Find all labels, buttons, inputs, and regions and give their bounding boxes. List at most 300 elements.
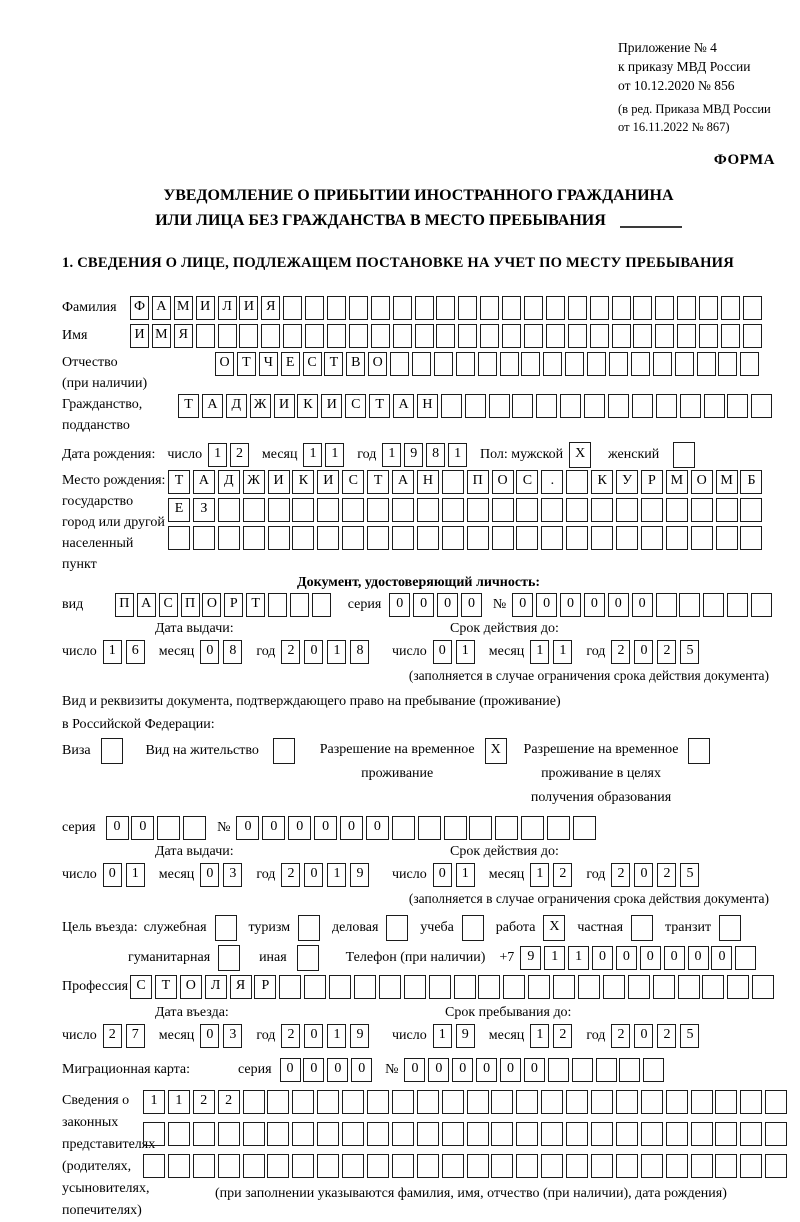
- form-cell: [349, 324, 368, 348]
- form-cell: [740, 526, 762, 550]
- form-cell: 1: [325, 443, 344, 467]
- form-cell: [392, 1154, 414, 1178]
- form-cell: О: [180, 975, 202, 999]
- purpose-option: частная: [577, 915, 656, 941]
- form-cell: [718, 352, 737, 376]
- form-cell: [721, 296, 740, 320]
- purpose-other-label: иная: [259, 950, 287, 965]
- form-cell: А: [152, 296, 171, 320]
- form-cell: [616, 1154, 638, 1178]
- form-cell: 0: [536, 593, 557, 617]
- form-cell: Т: [367, 470, 389, 494]
- form-cell: 2: [611, 863, 630, 887]
- form-cell: 1: [544, 946, 565, 970]
- form-cell: [371, 296, 390, 320]
- form-cell: [292, 1122, 314, 1146]
- form-cell: [500, 352, 519, 376]
- form-cell: X: [569, 442, 591, 468]
- citizenship-label: Гражданство, подданство: [62, 397, 143, 433]
- form-cell: [641, 1090, 663, 1114]
- form-cell: [666, 1090, 688, 1114]
- phone-label: Телефон (при наличии): [345, 950, 486, 965]
- form-cell: 2: [657, 863, 676, 887]
- form-cell: [688, 738, 710, 764]
- form-cell: 1: [568, 946, 589, 970]
- resdoc-options: [62, 738, 775, 810]
- resdoc-dates-row: [62, 863, 775, 889]
- iddoc-row: [62, 593, 775, 617]
- form-cell: С: [516, 470, 538, 494]
- form-cell: [541, 526, 563, 550]
- form-cell: О: [368, 352, 387, 376]
- form-cell: И: [130, 324, 149, 348]
- form-cell: [680, 394, 701, 418]
- form-cell: [512, 394, 533, 418]
- form-cell: 7: [126, 1024, 145, 1048]
- form-cell: [491, 1154, 513, 1178]
- form-cell: А: [393, 394, 414, 418]
- form-title: [62, 183, 775, 233]
- form-cell: [608, 394, 629, 418]
- iddoc-issue-year-cells: [281, 640, 373, 664]
- form-cell: 0: [131, 816, 154, 840]
- resdoc-expiry-year-cells: [611, 863, 703, 887]
- form-cell: [596, 1058, 617, 1082]
- birthplace-cells-row1: [168, 470, 765, 494]
- form-cell: [267, 1154, 289, 1178]
- form-cell: 1: [530, 863, 549, 887]
- representatives-cells-row1: [143, 1090, 790, 1114]
- day-label: число: [392, 644, 427, 659]
- form-cell: [633, 296, 652, 320]
- form-cell: [417, 1090, 439, 1114]
- form-cell: 2: [657, 1024, 676, 1048]
- migration-card-label: Миграционная карта:: [62, 1062, 191, 1077]
- form-cell: [547, 816, 570, 840]
- form-cell: [536, 394, 557, 418]
- form-cell: 1: [168, 1090, 190, 1114]
- birth-year-cells: [382, 443, 470, 467]
- form-cell: 0: [452, 1058, 473, 1082]
- form-cell: [168, 1122, 190, 1146]
- form-cell: [655, 324, 674, 348]
- form-cell: 0: [476, 1058, 497, 1082]
- year-label: год: [586, 867, 606, 882]
- form-cell: [616, 1122, 638, 1146]
- form-cell: 2: [553, 1024, 572, 1048]
- stay-month-cells: [530, 1024, 576, 1048]
- form-cell: Д: [218, 470, 240, 494]
- form-cell: М: [666, 470, 688, 494]
- form-cell: У: [616, 470, 638, 494]
- form-cell: 5: [680, 863, 699, 887]
- form-cell: [572, 1058, 593, 1082]
- purpose-humanitarian-label: гуманитарная: [128, 950, 211, 965]
- form-title-line1: УВЕДОМЛЕНИЕ О ПРИБЫТИИ ИНОСТРАННОГО ГРАЖДАНИНА: [163, 187, 674, 204]
- form-cell: 2: [553, 863, 572, 887]
- year-label: год: [256, 1028, 276, 1043]
- form-cell: [458, 324, 477, 348]
- form-cell: [516, 1122, 538, 1146]
- purpose-humanitarian-checkbox: [218, 945, 243, 971]
- stay-year-cells: [611, 1024, 703, 1048]
- form-cell: [444, 816, 467, 840]
- form-cell: 0: [437, 593, 458, 617]
- form-cell: [632, 394, 653, 418]
- form-cell: И: [321, 394, 342, 418]
- form-cell: С: [159, 593, 178, 617]
- form-cell: 0: [461, 593, 482, 617]
- purpose-option: транзит: [665, 915, 744, 941]
- form-cell: [546, 324, 565, 348]
- form-cell: Е: [281, 352, 300, 376]
- form-cell: А: [137, 593, 156, 617]
- form-cell: [436, 296, 455, 320]
- form-cell: [740, 1090, 762, 1114]
- form-cell: [740, 1154, 762, 1178]
- form-cell: [417, 526, 439, 550]
- form-cell: [740, 1122, 762, 1146]
- appendix-revision-line: (в ред. Приказа МВД России: [618, 102, 771, 116]
- form-cell: [765, 1154, 787, 1178]
- resdoc-expiry-day-cells: [433, 863, 479, 887]
- form-cell: 0: [428, 1058, 449, 1082]
- entry-day-cells: [103, 1024, 149, 1048]
- phone-prefix: +7: [499, 950, 515, 965]
- form-cell: 0: [280, 1058, 301, 1082]
- entry-dates-row: [62, 1024, 775, 1050]
- patronymic-cells: [215, 352, 762, 376]
- purpose-row: [62, 915, 775, 941]
- surname-label: Фамилия: [62, 300, 117, 315]
- form-cell: Л: [205, 975, 227, 999]
- purpose-study-checkbox: [462, 915, 487, 941]
- form-cell: [317, 1090, 339, 1114]
- form-cell: Р: [254, 975, 276, 999]
- form-cell: [239, 324, 258, 348]
- purpose-option: туризм: [248, 915, 323, 941]
- form-cell: В: [346, 352, 365, 376]
- form-cell: [616, 526, 638, 550]
- form-cell: К: [297, 394, 318, 418]
- form-cell: [548, 1058, 569, 1082]
- purpose-official-checkbox: [215, 915, 240, 941]
- form-cell: [765, 1122, 787, 1146]
- form-cell: [418, 816, 441, 840]
- form-cell: [367, 1122, 389, 1146]
- form-cell: [327, 324, 346, 348]
- resdoc-series-row: [62, 816, 775, 840]
- form-cell: [367, 1154, 389, 1178]
- appendix-revision-line: от 16.11.2022 № 867): [618, 120, 730, 134]
- form-cell: [616, 1090, 638, 1114]
- purpose-label: Цель въезда:: [62, 920, 138, 935]
- form-cell: 1: [103, 640, 122, 664]
- iddoc-series-cells: [389, 593, 485, 617]
- form-cell: [183, 816, 206, 840]
- form-cell: [304, 975, 326, 999]
- resdoc-series-cells: [106, 816, 210, 840]
- phone-cells: [520, 946, 759, 970]
- profession-label: Профессия: [62, 979, 129, 994]
- form-cell: 1: [382, 443, 401, 467]
- form-cell: 0: [433, 640, 452, 664]
- form-cell: 0: [592, 946, 613, 970]
- form-cell: [292, 1090, 314, 1114]
- form-cell: 0: [413, 593, 434, 617]
- form-cell: [317, 498, 339, 522]
- form-cell: 5: [680, 640, 699, 664]
- form-cell: Ф: [130, 296, 149, 320]
- form-cell: [478, 352, 497, 376]
- form-cell: [573, 816, 596, 840]
- birthplace-cells: [168, 470, 765, 575]
- purpose-option: деловая: [332, 915, 411, 941]
- form-cell: 2: [611, 640, 630, 664]
- form-cell: [691, 526, 713, 550]
- form-cell: [619, 1058, 640, 1082]
- form-cell: 0: [634, 640, 653, 664]
- form-cell: [283, 324, 302, 348]
- form-cell: [243, 1154, 265, 1178]
- form-cell: [591, 1122, 613, 1146]
- form-cell: [429, 975, 451, 999]
- year-label: год: [586, 1028, 606, 1043]
- form-cell: 1: [456, 863, 475, 887]
- appendix-header: [618, 38, 775, 136]
- form-cell: [392, 1090, 414, 1114]
- form-cell: Т: [369, 394, 390, 418]
- form-cell: Т: [178, 394, 199, 418]
- form-cell: А: [392, 470, 414, 494]
- form-cell: 0: [351, 1058, 372, 1082]
- form-cell: [196, 324, 215, 348]
- iddoc-heading: Документ, удостоверяющий личность:: [296, 575, 541, 590]
- form-cell: [643, 1058, 664, 1082]
- form-cell: 0: [640, 946, 661, 970]
- form-cell: [641, 526, 663, 550]
- form-cell: [442, 1154, 464, 1178]
- form-cell: 0: [634, 863, 653, 887]
- title-blank-line: [620, 226, 682, 228]
- form-cell: [215, 915, 237, 941]
- temp-residence-education-label: Разрешение на временное проживание в целях получения образования: [523, 742, 679, 805]
- form-cell: [342, 1090, 364, 1114]
- form-cell: 8: [223, 640, 242, 664]
- form-cell: [458, 296, 477, 320]
- form-cell: [566, 1154, 588, 1178]
- form-cell: 8: [350, 640, 369, 664]
- form-cell: 1: [327, 863, 346, 887]
- form-cell: 0: [664, 946, 685, 970]
- form-cell: [666, 498, 688, 522]
- purpose-option: работа X: [496, 915, 569, 941]
- resdoc-issue-title: Дата выдачи:: [155, 844, 234, 859]
- form-cell: [267, 1090, 289, 1114]
- day-label: число: [392, 867, 427, 882]
- birthplace-block: [62, 470, 775, 575]
- year-label: год: [256, 644, 276, 659]
- form-cell: [392, 526, 414, 550]
- day-label: число: [392, 1028, 427, 1043]
- form-cell: [591, 1154, 613, 1178]
- form-cell: [218, 945, 240, 971]
- resdoc-issue-year-cells: [281, 863, 373, 887]
- form-cell: С: [303, 352, 322, 376]
- form-cell: [765, 1090, 787, 1114]
- form-cell: 1: [553, 640, 572, 664]
- appendix-line: к приказу МВД России: [618, 59, 751, 74]
- form-cell: Д: [226, 394, 247, 418]
- form-cell: Р: [224, 593, 243, 617]
- form-cell: Б: [740, 470, 762, 494]
- form-cell: [679, 593, 700, 617]
- form-cell: [480, 296, 499, 320]
- form-cell: О: [215, 352, 234, 376]
- form-cell: [677, 324, 696, 348]
- form-cell: [157, 816, 180, 840]
- form-cell: [492, 498, 514, 522]
- form-cell: [267, 1122, 289, 1146]
- form-cell: [524, 296, 543, 320]
- form-cell: [560, 394, 581, 418]
- form-cell: [305, 296, 324, 320]
- form-cell: [329, 975, 351, 999]
- form-cell: [478, 975, 500, 999]
- resdoc-line1: Вид и реквизиты документа, подтверждающего право на пребывание (проживание): [62, 694, 561, 709]
- form-cell: [751, 593, 772, 617]
- form-cell: [675, 352, 694, 376]
- form-cell: [392, 498, 414, 522]
- form-cell: [442, 1090, 464, 1114]
- form-cell: [612, 324, 631, 348]
- resdoc-expiry-note: (заполняется в случае ограничения срока действия документа): [408, 891, 769, 906]
- resdoc-date-titles: [62, 844, 775, 862]
- form-cell: [442, 526, 464, 550]
- birth-month-label: месяц: [261, 447, 298, 462]
- form-cell: [721, 324, 740, 348]
- patronymic-label: Отчество (при наличии): [62, 355, 148, 391]
- form-cell: 0: [314, 816, 337, 840]
- form-cell: [492, 526, 514, 550]
- form-cell: И: [196, 296, 215, 320]
- form-cell: [367, 526, 389, 550]
- resdoc-series-label: серия: [62, 820, 96, 835]
- form-cell: [292, 526, 314, 550]
- iddoc-issue-title: Дата выдачи:: [155, 621, 234, 636]
- resdoc-number-label: №: [217, 820, 231, 835]
- form-cell: 0: [327, 1058, 348, 1082]
- form-cell: Я: [230, 975, 252, 999]
- form-cell: Ч: [259, 352, 278, 376]
- entry-date-titles: [62, 1005, 775, 1023]
- form-cell: [404, 975, 426, 999]
- form-cell: 2: [218, 1090, 240, 1114]
- appendix-line: Приложение № 4: [618, 40, 717, 55]
- form-cell: 3: [223, 863, 242, 887]
- stay-day-cells: [433, 1024, 479, 1048]
- form-cell: [386, 915, 408, 941]
- form-cell: [641, 498, 663, 522]
- iddoc-expiry-month-cells: [530, 640, 576, 664]
- form-cell: М: [716, 470, 738, 494]
- form-cell: [691, 498, 713, 522]
- form-cell: [641, 1122, 663, 1146]
- birthdate-row: [62, 442, 775, 468]
- form-cell: 0: [262, 816, 285, 840]
- form-cell: 3: [223, 1024, 242, 1048]
- form-cell: [243, 526, 265, 550]
- iddoc-date-titles: [62, 621, 775, 639]
- form-cell: М: [152, 324, 171, 348]
- temp-residence-checkbox: [485, 738, 510, 764]
- form-cell: [354, 975, 376, 999]
- month-label: месяц: [488, 644, 525, 659]
- form-cell: [491, 1090, 513, 1114]
- iddoc-type-cells: [115, 593, 334, 617]
- form-cell: [283, 296, 302, 320]
- form-cell: 0: [304, 1024, 323, 1048]
- month-label: месяц: [158, 867, 195, 882]
- form-cell: [591, 498, 613, 522]
- form-cell: 0: [288, 816, 311, 840]
- form-cell: [702, 975, 724, 999]
- form-cell: [467, 1090, 489, 1114]
- form-cell: [587, 352, 606, 376]
- patronymic-row: [62, 352, 775, 394]
- form-cell: [292, 498, 314, 522]
- iddoc-number-cells: [512, 593, 775, 617]
- residence-permit-label: Вид на жительство: [145, 743, 259, 758]
- form-cell: [584, 394, 605, 418]
- form-cell: [342, 498, 364, 522]
- form-cell: И: [268, 470, 290, 494]
- form-cell: [715, 1122, 737, 1146]
- representatives-labels: Сведения о законных представителях (родителях, усыновителях, попечителях): [62, 1093, 156, 1218]
- form-cell: [516, 1090, 538, 1114]
- form-cell: [641, 1154, 663, 1178]
- form-cell: 0: [366, 816, 389, 840]
- firstname-row: [62, 324, 775, 348]
- form-cell: [715, 1154, 737, 1178]
- form-cell: 0: [103, 863, 122, 887]
- form-cell: [467, 526, 489, 550]
- form-cell: Т: [237, 352, 256, 376]
- form-cell: [480, 324, 499, 348]
- form-cell: [653, 975, 675, 999]
- profession-cells: [130, 975, 777, 999]
- form-cell: 2: [230, 443, 249, 467]
- form-cell: К: [591, 470, 613, 494]
- form-cell: [691, 1154, 713, 1178]
- form-cell: [697, 352, 716, 376]
- form-cell: [655, 296, 674, 320]
- month-label: месяц: [158, 644, 195, 659]
- purpose-work-checkbox: [543, 915, 568, 941]
- form-cell: [279, 975, 301, 999]
- form-cell: [454, 975, 476, 999]
- form-cell: [716, 498, 738, 522]
- form-cell: 0: [236, 816, 259, 840]
- form-cell: Т: [246, 593, 265, 617]
- form-cell: 0: [106, 816, 129, 840]
- form-cell: [218, 526, 240, 550]
- form-cell: [502, 324, 521, 348]
- form-cell: Ж: [243, 470, 265, 494]
- form-cell: Л: [218, 296, 237, 320]
- form-cell: 2: [281, 863, 300, 887]
- form-cell: Ж: [250, 394, 271, 418]
